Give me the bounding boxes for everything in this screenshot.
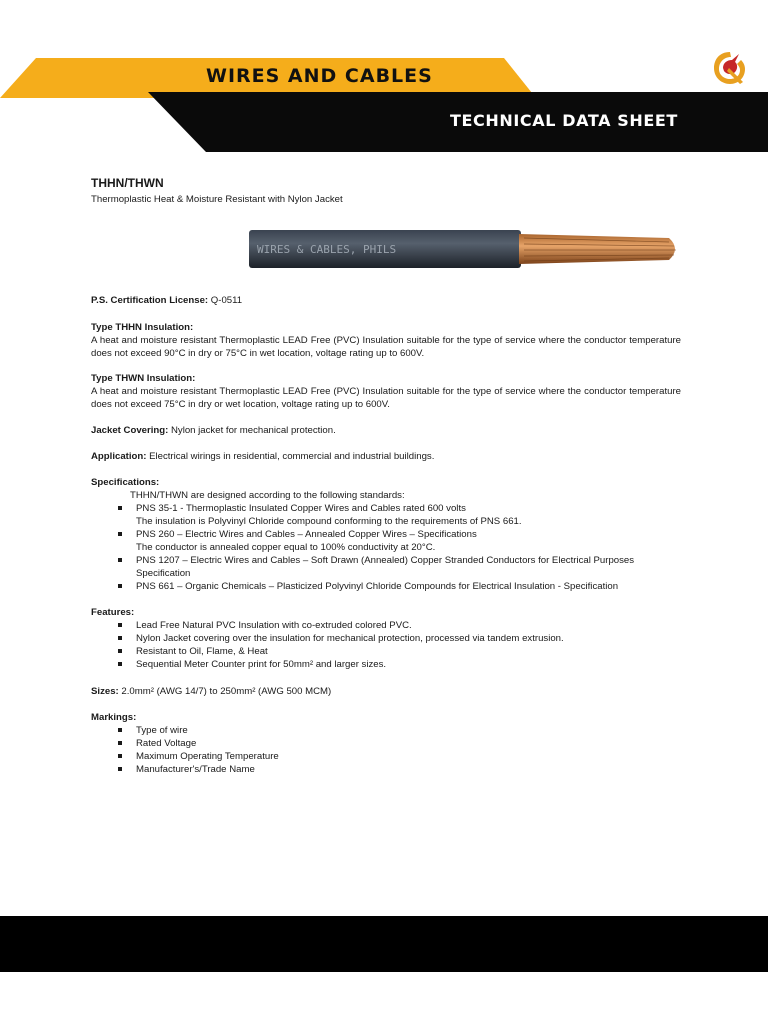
list-item: Manufacturer's/Trade Name: [91, 763, 681, 776]
product-header: [91, 176, 681, 206]
features-list: [91, 619, 681, 671]
header-title: WIRES AND CABLES: [206, 65, 433, 87]
sizes-label: Sizes:: [91, 686, 119, 697]
markings-list: [91, 724, 681, 776]
specifications-section: [91, 476, 681, 593]
list-item: PNS 1207 – Electric Wires and Cables – Soft Drawn (Annealed) Copper Stranded Conductors for Electrical Purposes: [91, 554, 681, 567]
features-section: [91, 606, 681, 671]
specifications-heading: Specifications:: [91, 477, 160, 488]
markings-section: [91, 711, 681, 776]
thhn-section: [91, 321, 681, 360]
thwn-section: [91, 372, 681, 411]
list-item: Lead Free Natural PVC Insulation with co-extruded colored PVC.: [91, 619, 681, 632]
specifications-intro: THHN/THWN are designed according to the following standards:: [130, 490, 405, 501]
sizes-value: 2.0mm² (AWG 14/7) to 250mm² (AWG 500 MCM): [118, 686, 332, 697]
thwn-heading: Type THWN Insulation:: [91, 373, 196, 384]
application-value: Electrical wirings in residential, commercial and industrial buildings.: [146, 451, 435, 462]
jacket-value: Nylon jacket for mechanical protection.: [168, 425, 336, 436]
certification-value: Q-0511: [208, 295, 243, 306]
footer-bar: [0, 916, 768, 972]
wire-photo: [249, 228, 681, 270]
list-item: Nylon Jacket covering over the insulation for mechanical protection, processed via tandem extrusion.: [91, 632, 681, 645]
wire-print-text: WIRES & CABLES, PHILS: [257, 243, 397, 256]
list-item: PNS 35-1 - Thermoplastic Insulated Copper Wires and Cables rated 600 volts: [91, 502, 681, 515]
header-subtitle: TECHNICAL DATA SHEET: [450, 111, 678, 130]
brand-logo-icon: [709, 48, 751, 90]
application-label: Application:: [91, 451, 147, 462]
certification-label: P.S. Certification License:: [91, 295, 209, 306]
certification-section: [91, 294, 681, 307]
application-section: [91, 450, 681, 463]
features-heading: Features:: [91, 607, 135, 618]
list-item: The insulation is Polyvinyl Chloride compound conforming to the requirements of PNS 661.: [136, 516, 522, 527]
list-item: Specification: [136, 568, 191, 579]
list-item: Maximum Operating Temperature: [91, 750, 681, 763]
list-item: PNS 260 – Electric Wires and Cables – Annealed Copper Wires – Specifications: [91, 528, 681, 541]
jacket-section: [91, 424, 681, 437]
product-name: THHN/THWN: [91, 176, 164, 190]
thhn-heading: Type THHN Insulation:: [91, 322, 194, 333]
list-item: Rated Voltage: [91, 737, 681, 750]
list-item: The conductor is annealed copper equal to 100% conductivity at 20°C.: [136, 542, 436, 553]
list-item: PNS 661 – Organic Chemicals – Plasticized Polyvinyl Chloride Compounds for Electrical Insulation - Specification: [91, 580, 681, 593]
sizes-section: [91, 685, 681, 698]
product-description: Thermoplastic Heat & Moisture Resistant with Nylon Jacket: [91, 194, 343, 205]
thhn-text: A heat and moisture resistant Thermoplastic LEAD Free (PVC) Insulation suitable for the type of service where the conductor temperature does not exceed 90°C in dry or 75°C in wet location, voltage rating up to 600V.: [91, 335, 681, 359]
specifications-list: [91, 502, 681, 593]
thwn-text: A heat and moisture resistant Thermoplastic LEAD Free (PVC) Insulation suitable for the type of service where the conductor temperature does not exceed 75°C in dry or wet location, voltage rating up to 600V.: [91, 386, 681, 410]
list-item: Type of wire: [91, 724, 681, 737]
markings-heading: Markings:: [91, 712, 137, 723]
jacket-label: Jacket Covering:: [91, 425, 169, 436]
list-item: Sequential Meter Counter print for 50mm² and larger sizes.: [91, 658, 681, 671]
list-item: Resistant to Oil, Flame, & Heat: [91, 645, 681, 658]
